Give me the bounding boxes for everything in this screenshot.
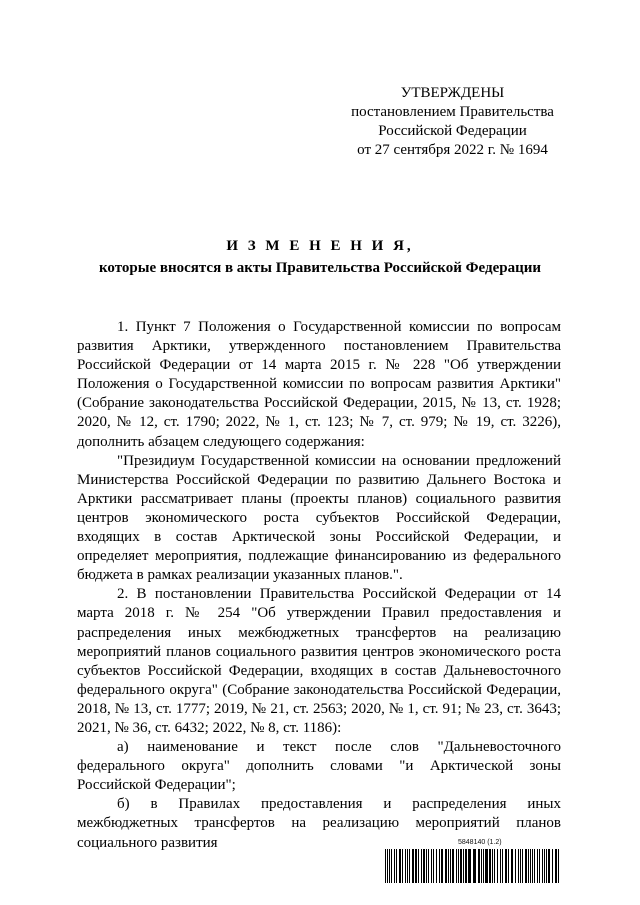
approval-heading: УТВЕРЖДЕНЫ — [400, 85, 505, 101]
approval-block — [345, 84, 560, 160]
approval-line-3: от 27 сентября 2022 г. № 1694 — [357, 142, 548, 158]
document-title: И З М Е Н Е Н И Я, — [226, 238, 414, 254]
paragraph-4: а) наименование и текст после слов "Дальневосточного федерального округа" дополнить словами "и Арктической зоны Российской Федерации"; — [77, 739, 561, 794]
paragraph-1: 1. Пункт 7 Положения о Государственной комиссии по вопросам развития Арктики, утвержденного постановлением Правительства Российской Федерации от 14 марта 2015 г. № 228 "Об утверждении Положения о Государственной комиссии по вопросам развития Арктики" (Собрание законодательства Российской Федерации, 2015, № 13, ст. 1928; 2020, № 12, ст. 1790; 2022, № 1, ст. 123; № 7, ст. 979; № 19, ст. 3226), дополнить абзацем следующего содержания: — [77, 319, 561, 450]
paragraph-3: 2. В постановлении Правительства Российской Федерации от 14 марта 2018 г. № 254 "Об утверждении Правил предоставления и распределения иных межбюджетных трансфертов на реализацию мероприятий планов социального развития центров экономического роста субъектов Российской Федерации, входящих в состав Дальневосточного федерального округа" (Собрание законодательства Российской Федерации, 2018, № 13, ст. 1777; 2019, № 21, ст. 2563; 2020, № 1, ст. 91; № 23, ст. 3643; 2021, № 36, ст. 6432; 2022, № 8, ст. 1186): — [77, 586, 561, 736]
approval-line-2: Российской Федерации — [378, 123, 527, 139]
document-body — [77, 318, 561, 853]
barcode-icon — [385, 849, 559, 883]
paragraph-2: "Президиум Государственной комиссии на основании предложений Министерства Российской Федерации по развитию Дальнего Востока и Арктики рассматривает планы (проекты планов) социального развития центров экономического роста субъектов Российской Федерации, входящих в состав Арктической зоны Российской Федерации, и определяет мероприятия, подлежащие финансированию из федерального бюджета в рамках реализации указанных планов.". — [77, 452, 561, 584]
document-subtitle: которые вносятся в акты Правительства Российской Федерации — [98, 260, 542, 276]
barcode-number: 5848140 (1.2) — [458, 839, 502, 846]
approval-line-1: постановлением Правительства — [351, 104, 554, 120]
paragraph-5: б) в Правилах предоставления и распределения иных межбюджетных трансфертов на реализацию мероприятий планов социального развития — [77, 796, 561, 851]
